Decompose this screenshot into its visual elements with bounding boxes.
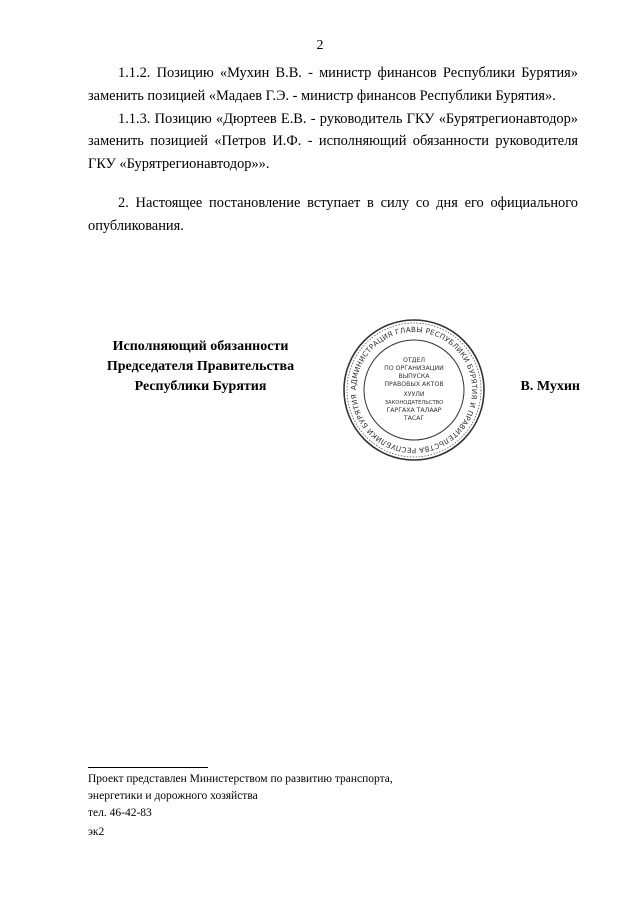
footer-line-3: тел. 46-42-83 [88, 807, 152, 819]
paragraph-2: 2. Настоящее постановление вступает в силу со дня его официального опубликования. [88, 194, 578, 234]
seal-inner-line-4: ПРАВОВЫХ АКТОВ [384, 381, 444, 388]
footer-line-1: Проект представлен Министерством по развитию транспорта, [88, 773, 393, 785]
paragraph-1-1-3: 1.1.3. Позицию «Дюртеев Е.В. - руководитель ГКУ «Бурятрегионавтодор» заменить позицией «Петров И.Ф. - исполняющий обязанности руководителя ГКУ «Бурятрегионавтодор»». [88, 110, 578, 173]
footer-line-2: энергетики и дорожного хозяйства [88, 790, 258, 802]
seal-inner-line-6: ЗАКОНОДАТЕЛЬСТВО [384, 400, 444, 406]
page-number: 2 [316, 38, 324, 53]
paragraph-1-1-2: 1.1.2. Позицию «Мухин В.В. - министр финансов Республики Бурятия» заменить позицией «Мадаев Г.Э. - министр финансов Республики Бурятия». [88, 65, 578, 104]
footer-note [88, 771, 488, 822]
seal-inner-line-3: ВЫПУСКА [398, 373, 430, 380]
document-code: эк2 [88, 826, 105, 838]
seal-inner-line-1: ОТДЕЛ [402, 357, 426, 364]
seal-inner-line-8: ТАСАГ [403, 415, 425, 422]
signatory-title-line-1: Исполняющий обязанности [112, 339, 289, 354]
footer-divider [88, 767, 208, 768]
svg-text:АДМИНИСТРАЦИЯ ГЛАВЫ РЕСПУБЛИКИ [349, 325, 479, 455]
official-seal [340, 316, 488, 464]
seal-outer-text: АДМИНИСТРАЦИЯ ГЛАВЫ РЕСПУБЛИКИ БУРЯТИЯ И ПРАВИТЕЛЬСТВА РЕСПУБЛИКИ БУРЯТИЯ [348, 324, 480, 456]
document-body [88, 62, 578, 238]
signatory-title-line-2: Председателя Правительства [106, 359, 295, 374]
signatory-title [88, 337, 313, 397]
seal-inner-line-7: ГАРГАХА ТАЛААР [386, 407, 442, 414]
seal-inner-line-5: ХУУЛИ [403, 391, 425, 398]
signatory-title-line-3: Республики Бурятия [134, 379, 267, 394]
seal-inner-line-2: ПО ОРГАНИЗАЦИИ [384, 365, 444, 372]
signatory-name: В. Мухин [520, 379, 580, 394]
